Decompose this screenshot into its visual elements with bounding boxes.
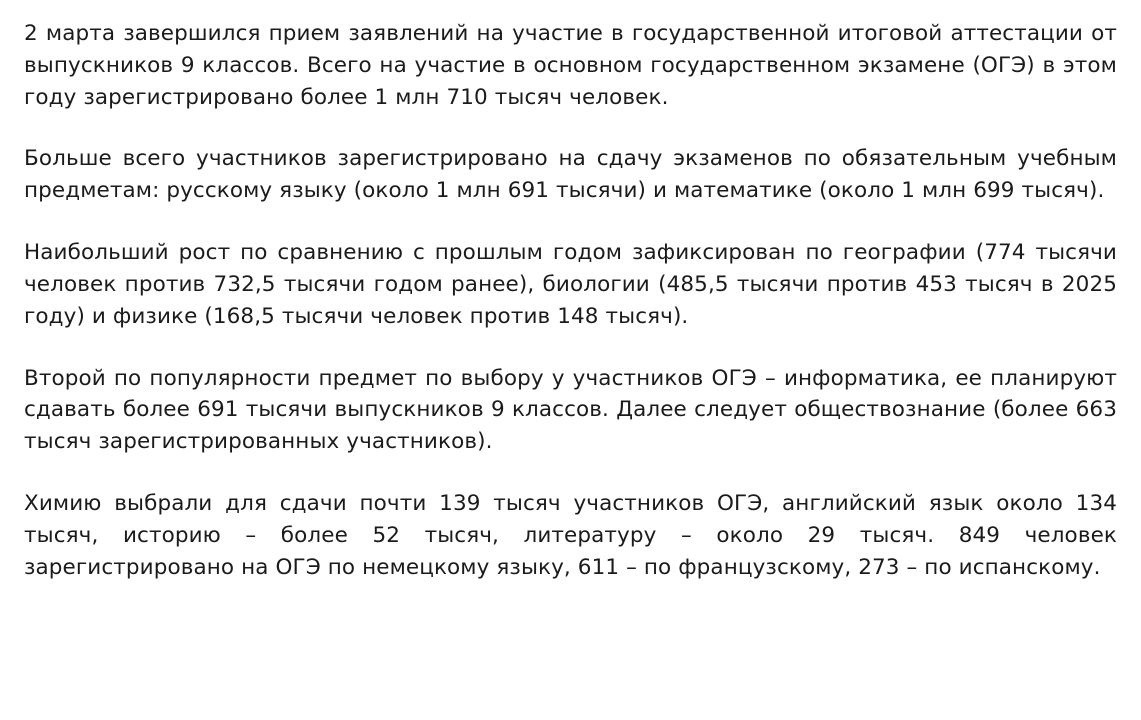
paragraph-1: 2 марта завершился прием заявлений на участие в государственной итоговой аттестации от выпускников 9 классов. Всего на участие в основном государственном экзамене (ОГЭ) в этом году зарегистрировано более 1 млн 710 тысяч человек. bbox=[24, 21, 1117, 110]
paragraph-2: Больше всего участников зарегистрировано на сдачу экзаменов по обязательным учебным предметам: русскому языку (около 1 млн 691 тысячи) и математике (около 1 млн 699 тысяч). bbox=[24, 146, 1117, 204]
paragraph-3: Наибольший рост по сравнению с прошлым годом зафиксирован по географии (774 тысячи человек против 732,5 тысячи годом ранее), биологии (485,5 тысячи против 453 тысяч в 2025 году) и физике (168,5 тысячи человек против 148 тысяч). bbox=[24, 240, 1117, 329]
paragraph-4: Второй по популярности предмет по выбору у участников ОГЭ – информатика, ее планируют сдавать более 691 тысячи выпускников 9 классов. Далее следует обществознание (более 663 тысяч зарегистрированных участников). bbox=[24, 365, 1117, 455]
paragraph-5: Химию выбрали для сдачи почти 139 тысяч участников ОГЭ, английский язык около 134 тысяч, историю – более 52 тысяч, литературу – около 29 тысяч. 849 человек зарегистрировано на ОГЭ по немецкому языку, 611 – по французскому, 273 – по испанскому. bbox=[24, 490, 1117, 580]
